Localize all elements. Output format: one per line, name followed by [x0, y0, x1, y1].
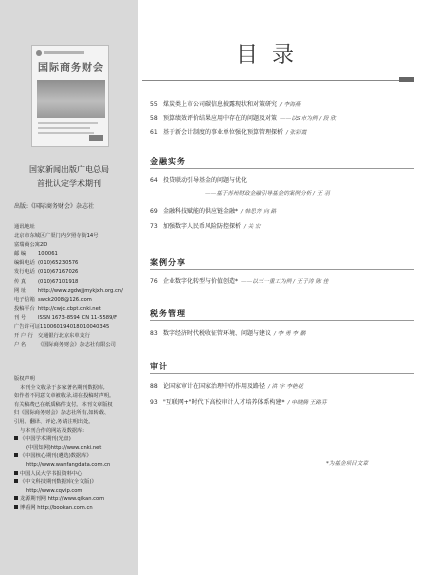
info-row: 开 户 行 交通银行北京东单支行	[14, 333, 90, 340]
info-row: 编辑电话 (010)65230576	[14, 260, 79, 267]
cover-photo	[37, 80, 105, 118]
sidebar-title-line2: 首批认定学术期刊	[37, 179, 101, 188]
cover-text-line	[38, 122, 98, 124]
sidebar-panel	[0, 0, 138, 575]
notice-line: 有关稿费已在纸质稿件支付。本刊文章版权	[14, 401, 113, 408]
contact-info	[14, 223, 134, 350]
title-divider	[142, 80, 414, 81]
cover-text-line	[38, 132, 94, 134]
database-item: 《中国学术期刊(光盘)	[14, 435, 134, 444]
toc-entry[interactable]: 64 投贷联动引导基金的问题与优化	[150, 177, 248, 184]
square-bullet-icon	[14, 471, 18, 475]
notice-heading: 版权声明	[14, 376, 35, 382]
database-item[interactable]: 龙源期刊网 http://www.qikan.com	[14, 495, 134, 504]
toc-entry[interactable]: 58 预算绩效评价结果应用中存在的问题及对策 ——以S市为例 / 段 欣	[150, 115, 336, 122]
notice-line: 如作者不同意文章被收录,请在投稿时声明。	[14, 393, 115, 400]
database-url[interactable]: http://www.wanfangdata.com.cn	[26, 461, 111, 468]
database-url[interactable]: (中国知网)http://www.cnki.net	[26, 444, 102, 451]
address-line: 北京市东城区广渠门内夕照寺街14号	[14, 233, 99, 240]
square-bullet-icon	[14, 453, 18, 457]
info-row[interactable]: 网 址 http://www.zgdwjjmykjxh.org.cn/	[14, 287, 123, 294]
address-heading: 通讯地址	[14, 224, 35, 230]
funding-footnote: *为基金项目文章	[326, 461, 368, 467]
title-divider-mark	[399, 77, 414, 82]
info-row: 传 真 (010)67101918	[14, 278, 79, 285]
section-heading: 审计	[150, 361, 168, 371]
info-row: 户 名 《国际商务财会》杂志社有限公司	[14, 342, 116, 349]
toc-entry[interactable]: 93 "互联网+"时代下高校审计人才培养体系构建* / 申晓腾 王路芬	[150, 399, 327, 406]
database-item[interactable]: 博看网 http://bookan.com.cn	[14, 504, 134, 513]
info-row: 广告许可证 110060194018010040345	[14, 324, 110, 331]
section-heading: 案例分享	[150, 257, 186, 267]
cover-title: 国际商务财会	[38, 63, 104, 74]
toc-entry[interactable]: 73 加强数字人民币风险防控探析 / 关 宏	[150, 223, 261, 230]
toc-entry[interactable]: 76 企业数字化转型与价值创造* ——以三一重工为例 / 王子涛 陈 佳	[150, 278, 329, 285]
info-row: 邮 编 100061	[14, 251, 58, 258]
sidebar-title-line1: 国家新闻出版广电总局	[29, 165, 109, 174]
info-row: 刊 号 ISSN 1673-8594 CN 11-5589/F	[14, 314, 118, 321]
toc-entry[interactable]: 88 论国家审计在国家治理中的作用及路径 / 洪 宇 李艳花	[150, 383, 304, 390]
toc-entry[interactable]: 69 金融科技赋能的供应链金融* / 韩思齐 向 路	[150, 208, 277, 215]
cover-text-line	[38, 127, 90, 129]
section-divider	[150, 320, 414, 321]
database-item: 中国人民大学书报资料中心	[14, 470, 134, 479]
journal-cover-image	[31, 45, 109, 147]
section-heading: 税务管理	[150, 308, 186, 318]
database-url[interactable]: http://www.cqvip.com	[26, 487, 83, 494]
toc-entry[interactable]: 61 基于新会计制度的事业单位强化预算管理探析 / 张彩霞	[150, 129, 307, 136]
info-row[interactable]: 电子信箱 swck2008@126.com	[14, 296, 92, 303]
square-bullet-icon	[14, 496, 18, 500]
square-bullet-icon	[14, 436, 18, 440]
page-title: 目录	[236, 43, 309, 68]
copyright-notice	[14, 375, 134, 513]
square-bullet-icon	[14, 505, 18, 509]
section-divider	[150, 269, 414, 270]
cover-logo-icon	[36, 50, 42, 56]
cover-badge	[89, 135, 103, 141]
notice-line: 与本刊合作的网站及数据库:	[20, 427, 84, 434]
info-row[interactable]: 投稿平台 http://cwjc.cbpt.cnki.net	[14, 305, 101, 312]
section-divider	[150, 373, 414, 374]
section-heading: 金融实务	[150, 156, 186, 166]
database-item: 《中文科技期刊数据库(全文版)》	[14, 478, 134, 487]
info-row: 发行电话 (010)67167026	[14, 269, 79, 276]
notice-line: 本刊全文收录于多家著名期刊数据库,	[20, 384, 105, 391]
toc-entry-subtitle: ——基于苏州财政金融引导基金的案例分析 / 王 羽	[205, 191, 330, 197]
address-line: 富瑞商公寓2D	[14, 242, 48, 249]
section-divider	[150, 168, 414, 169]
toc-entry[interactable]: 83 数字经济时代税收征管环境、问题与建议 / 李 勇 李 鹏	[150, 330, 306, 337]
square-bullet-icon	[14, 479, 18, 483]
cover-header-bar	[44, 51, 84, 54]
notice-line: 归《国际商务财会》杂志社所有,如转载、	[14, 410, 110, 417]
notice-line: 引用、翻译、评论,务请注明出处。	[14, 418, 94, 425]
publisher-label: 出版:《国际商务财会》杂志社	[14, 203, 95, 210]
database-item: 《中国核心期刊(遴选)数据库》	[14, 452, 134, 461]
toc-entry[interactable]: 55 煤炭类上市公司碳信息披露现状和对策研究 / 李海燕	[150, 101, 301, 108]
